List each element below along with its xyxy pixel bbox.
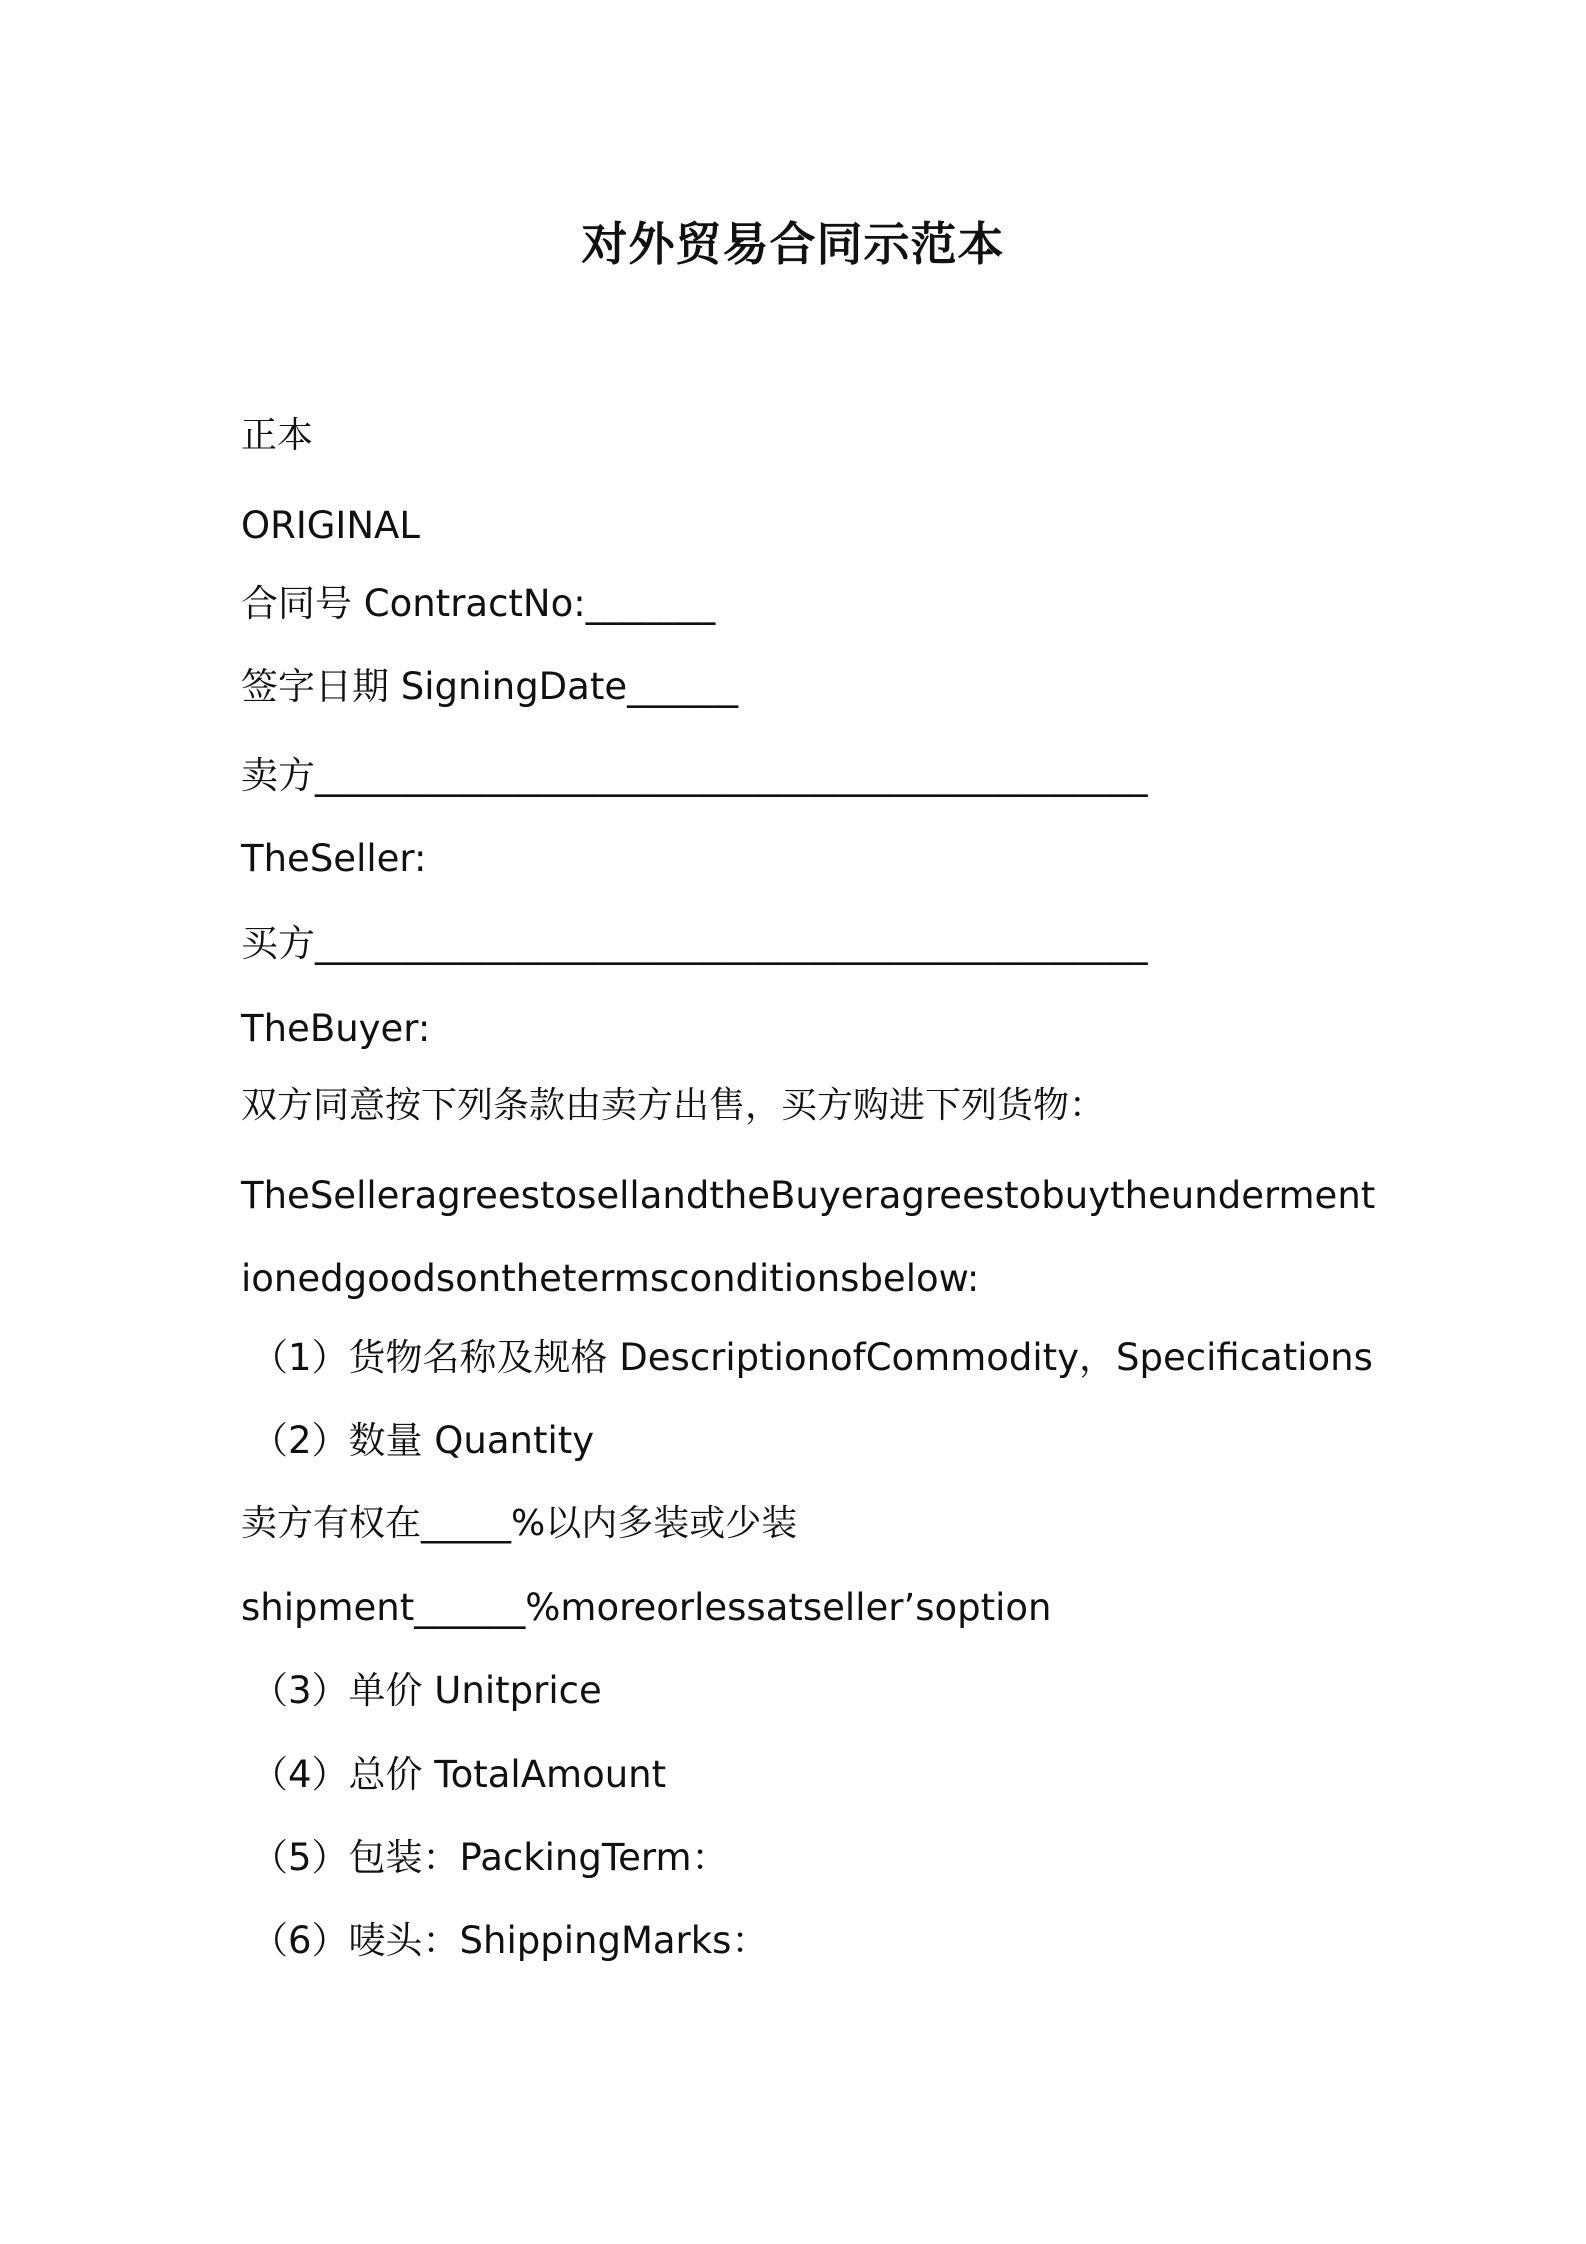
quantity-allowance-en: shipment______%moreorlessatseller’soption — [241, 1586, 1052, 1629]
agreement-statement-en-line-1: TheSelleragreestosellandtheBuyeragreestobuytheunderment — [241, 1174, 1376, 1217]
document-title: 对外贸易合同示范本 — [581, 217, 1005, 271]
clause-1-description: （1）货物名称及规格 DescriptionofCommodity，Specifications — [251, 1336, 1373, 1379]
signing-date-line: 签字日期 SigningDate______ — [241, 665, 739, 708]
clause-2-quantity: （2）数量 Quantity — [251, 1419, 595, 1462]
quantity-allowance-zh: 卖方有权在_____%以内多装或少装 — [241, 1503, 798, 1544]
seller-line: 卖方_____________________________________________ — [241, 754, 1148, 797]
agreement-statement-zh: 双方同意按下列条款由卖方出售，买方购进下列货物： — [241, 1085, 1106, 1126]
agreement-statement-en-line-2: ionedgoodsonthetermsconditionsbelow: — [241, 1257, 980, 1300]
buyer-line: 买方_____________________________________________ — [241, 922, 1148, 965]
clause-5-packing: （5）包装：PackingTerm： — [251, 1836, 729, 1879]
clause-3-unit-price: （3）单价 Unitprice — [251, 1669, 602, 1712]
contract-number-line: 合同号 ContractNo:_______ — [241, 582, 716, 625]
clause-4-total-amount: （4）总价 TotalAmount — [251, 1753, 667, 1796]
seller-label-en: TheSeller: — [241, 837, 427, 880]
original-label-zh: 正本 — [241, 415, 314, 456]
clause-6-shipping-marks: （6）唛头：ShippingMarks： — [251, 1919, 769, 1962]
original-label-en: ORIGINAL — [241, 504, 420, 547]
buyer-label-en: TheBuyer: — [241, 1007, 431, 1050]
